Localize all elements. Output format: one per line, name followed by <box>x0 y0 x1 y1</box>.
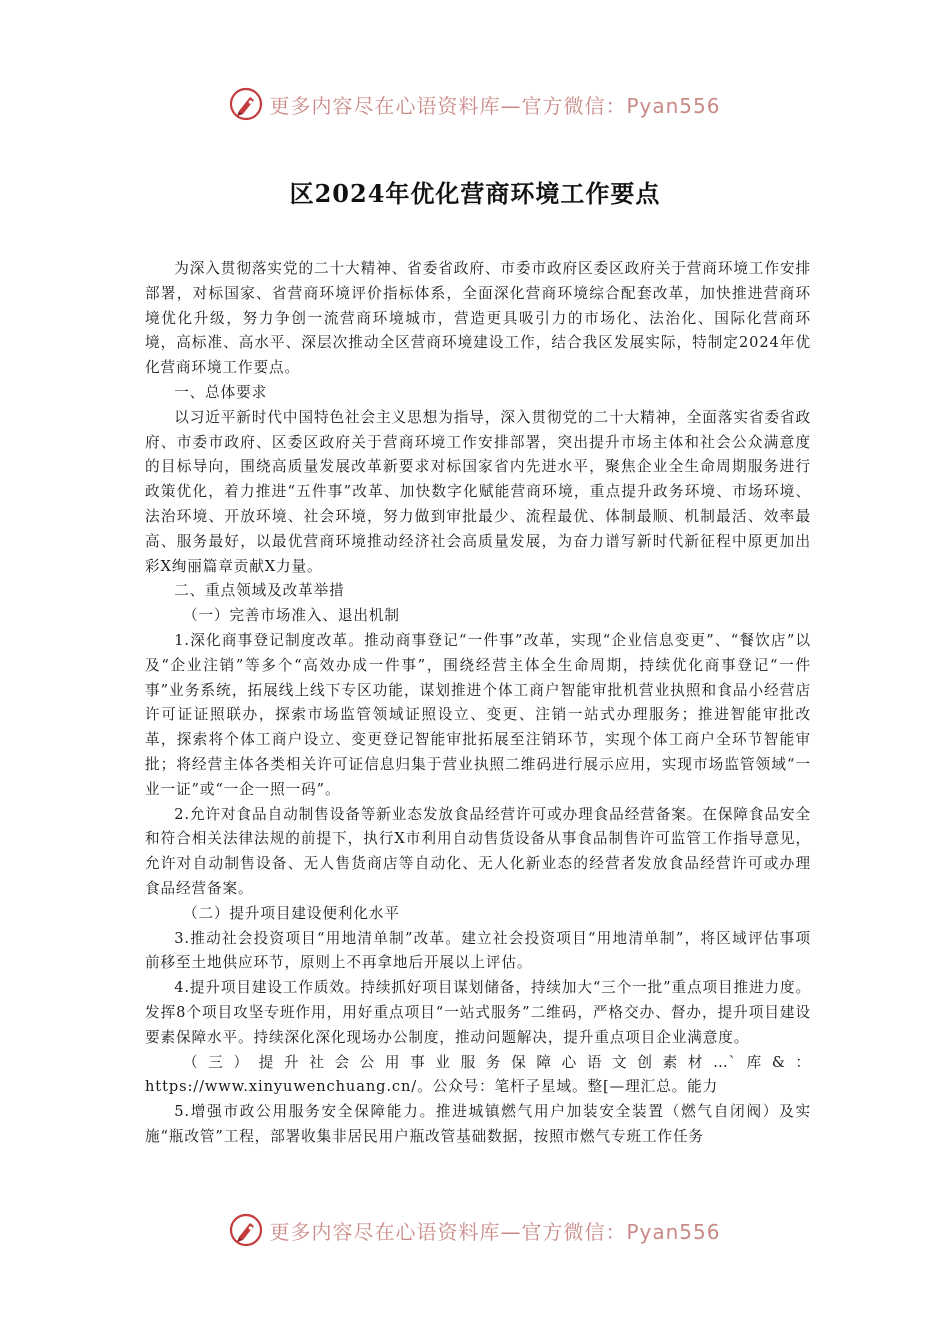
section-heading-key-areas: 二、重点领域及改革举措 <box>174 582 345 600</box>
document-body <box>145 257 811 1150</box>
item-5-paragraph: 5.增强市政公用服务安全保障能力。推进城镇燃气用户加装安全装置（燃气自闭阀）及实施“瓶改管”工程，部署收集非居民用户瓶改管基础数据，按照市燃气专班工作任务 <box>145 1103 811 1145</box>
subsection-heading-project-construction: （二）提升项目建设便利化水平 <box>182 904 400 922</box>
item-4-paragraph: 4.提升项目建设工作质效。持续抓好项目谋划储备，持续加大“三个一批”重点项目推进力度。发挥8个项目攻坚专班作用，用好重点项目“一站式服务”二维码，严格交办、督办，提升项目建设要素保障水平。持续深化深化现场办公制度，推动问题解决，提升重点项目企业满意度。 <box>145 979 811 1046</box>
pen-logo-icon <box>229 87 263 121</box>
footer-watermark-banner <box>0 1210 950 1250</box>
banner-text: 更多内容尽在心语资料库—官方微信：Pyan556 <box>269 93 721 118</box>
document-title: 区2024年优化营商环境工作要点 <box>289 179 661 208</box>
section-heading-general: 一、总体要求 <box>174 383 268 401</box>
intro-paragraph: 为深入贯彻落实党的二十大精神、省委省政府、市委市政府区委区政府关于营商环境工作安排部署，对标国家、省营商环境评价指标体系，全面深化营商环境综合配套改革，加快推进营商环境优化升级，努力争创一流营商环境城市，营造更具吸引力的市场化、法治化、国际化营商环境，高标准、高水平、深层次推动全区营商环境建设工作，结合我区发展实际，特制定2024年优化营商环境工作要点。 <box>145 260 811 377</box>
banner-text: 更多内容尽在心语资料库—官方微信：Pyan556 <box>269 1219 721 1244</box>
subsection-heading-market-access: （一）完善市场准入、退出机制 <box>182 607 400 625</box>
item-2-paragraph: 2.允许对食品自动制售设备等新业态发放食品经营许可或办理食品经营备案。在保障食品安全和符合相关法律法规的前提下，执行X市利用自动售货设备从事食品制售许可监管工作指导意见，允许对自动制售设备、无人售货商店等自动化、无人化新业态的经营者发放食品经营许可或办理食品经营备案。 <box>145 805 811 897</box>
pen-logo-icon <box>229 1213 263 1247</box>
header-watermark-banner <box>0 84 950 124</box>
item-3-paragraph: 3.推动社会投资项目“用地清单制”改革。建立社会投资项目“用地清单制”，将区域评估事项前移至土地供应环节，原则上不再拿地后开展以上评估。 <box>145 929 811 972</box>
paragraph-general-requirements: 以习近平新时代中国特色社会主义思想为指导，深入贯彻党的二十大精神，全面落实省委省政府、市委市政府、区委区政府关于营商环境工作安排部署，突出提升市场主体和社会公众满意度的目标导向，围绕高质量发展改革新要求对标国家省内先进水平，聚焦企业全生命周期服务进行政策优化，着力推进“五件事”改革、加快数字化赋能营商环境，重点提升政务环境、市场环境、法治环境、开放环境、社会环境，努力做到审批最少、流程最优、体制最顺、机制最活、效率最高、服务最好，以最优营商环境推动经济社会高质量发展，为奋力谱写新时代新征程中原更加出彩X绚丽篇章贡献X力量。 <box>145 408 811 575</box>
item-1-paragraph: 1.深化商事登记制度改革。推动商事登记“一件事”改革，实现“企业信息变更”、“餐饮店”以及“企业注销”等多个“高效办成一件事”，围绕经营主体全生命周期，持续优化商事登记“一件事”业务系统，拓展线上线下专区功能，谋划推进个体工商户智能审批机营业执照和食品小经营店许可证证照联办，探索市场监管领域证照设立、变更、注销一站式办理服务；推进智能审批改革，探索将个体工商户设立、变更登记智能审批拓展至注销环节，实现个体工商户全环节智能审批；将经营主体各类相关许可证信息归集于营业执照二维码进行展示应用，实现市场监管领域“一业一证”或“一企一照一码”。 <box>145 631 811 798</box>
subsection-heading-public-utilities: （三）提升社会公用事业服务保障心语文创素材…`库&：https://www.xinyuwenchuang.cn/。公众号：笔杆子星域。整[—理汇总。能力 <box>145 1053 811 1096</box>
